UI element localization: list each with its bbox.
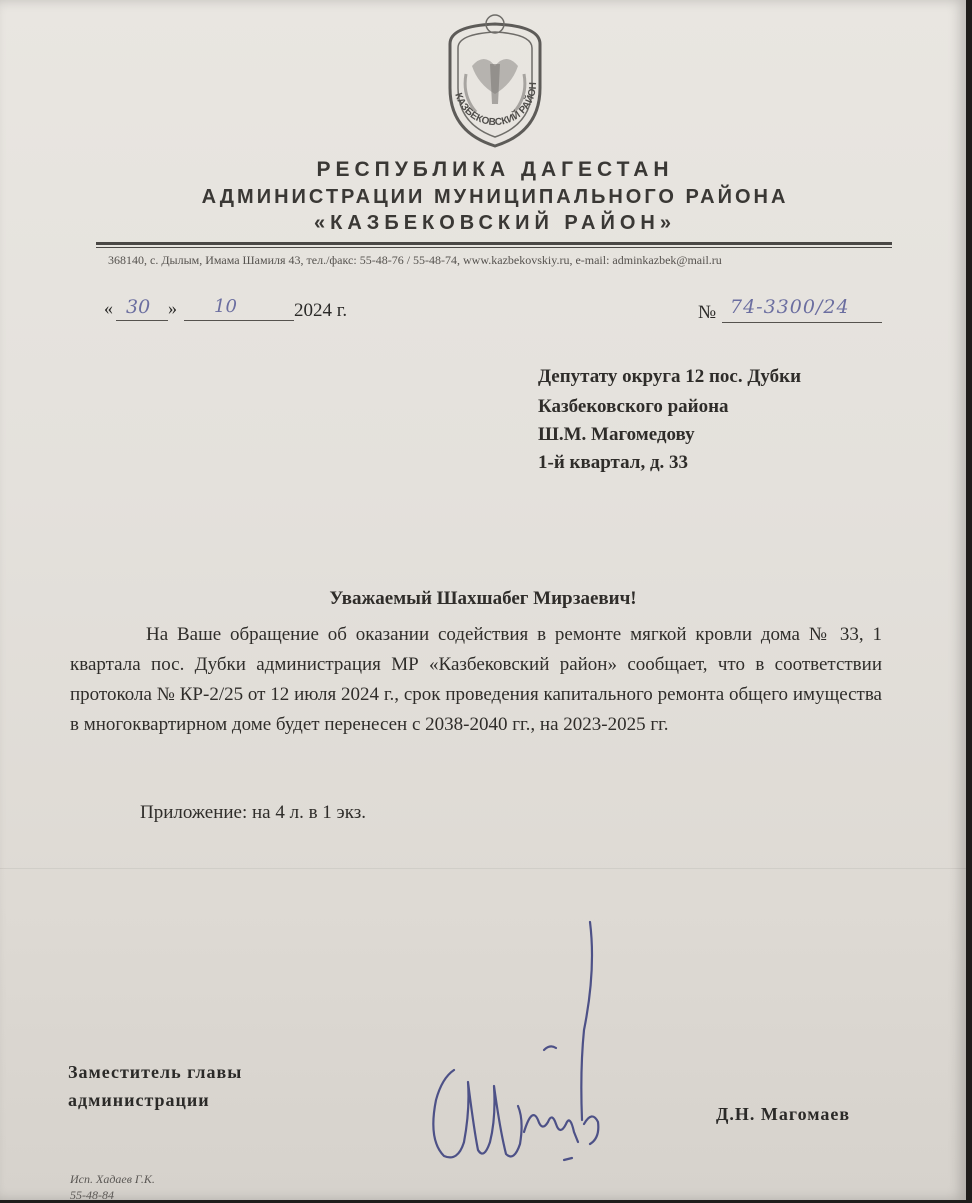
header-rule-thick [96,242,892,245]
signatory-name: Д.Н. Магомаев [716,1104,851,1124]
date-month-blank [184,300,294,321]
paper-fold [0,868,966,869]
signatory-position-line-1: Заместитель главы [68,1062,243,1082]
addressee-line-2: Казбековского района [538,396,729,417]
letter-body [70,620,882,740]
addressee-line-3: Ш.М. Магомедову [538,424,695,445]
header-administration: АДМИНИСТРАЦИИ МУНИЦИПАЛЬНОГО РАЙОНА [201,186,789,208]
addressee-line-4: 1-й квартал, д. 33 [538,452,689,473]
salutation: Уважаемый Шахшабег Мирзаевич! [329,588,637,609]
number-sign: № [698,302,717,323]
svg-text:КАЗБЕКОВСКИЙ РАЙОН: КАЗБЕКОВСКИЙ РАЙОН [452,81,540,129]
date-open-quote: « [104,298,113,318]
addressee-line-1: Депутату округа 12 пос. Дубки [538,366,802,387]
date-year: 2024 г. [294,300,348,321]
date-day: 30 [126,296,151,318]
header-district: «КАЗБЕКОВСКИЙ РАЙОН» [314,212,676,234]
coat-of-arms-emblem [432,4,558,154]
executor-name: Исп. Хадаев Г.К. [70,1172,155,1186]
date-close-quote: » [168,298,177,318]
date-month: 10 [214,296,237,317]
header-republic: РЕСПУБЛИКА ДАГЕСТАН [316,158,674,181]
handwritten-signature [414,910,644,1180]
signatory-position-line-2: администрации [68,1090,210,1110]
number-value: 74-3300/24 [730,296,850,318]
contact-details: 368140, с. Дылым, Имама Шамиля 43, тел./факс: 55-48-76 / 55-48-74, www.kazbekovskiy.ru, e-mail: adminkazbek@mail.ru [108,253,722,267]
executor-phone: 55-48-84 [70,1188,114,1202]
letter-body-text: На Ваше обращение об оказании содействия в ремонте мягкой кровли дома № 33, 1 квартала пос. Дубки администрация МР «Казбековский район» сообщает, что в соответствии протокола № КР-2/25 от 12 июля 2024 г., срок проведения капитального ремонта общего имущества в многоквартирном доме будет перенесен с 2038-2040 гг., на 2023-2025 гг. [70,624,882,735]
appendix-note: Приложение: на 4 л. в 1 экз. [140,802,366,823]
header-rule-thin [96,247,892,248]
